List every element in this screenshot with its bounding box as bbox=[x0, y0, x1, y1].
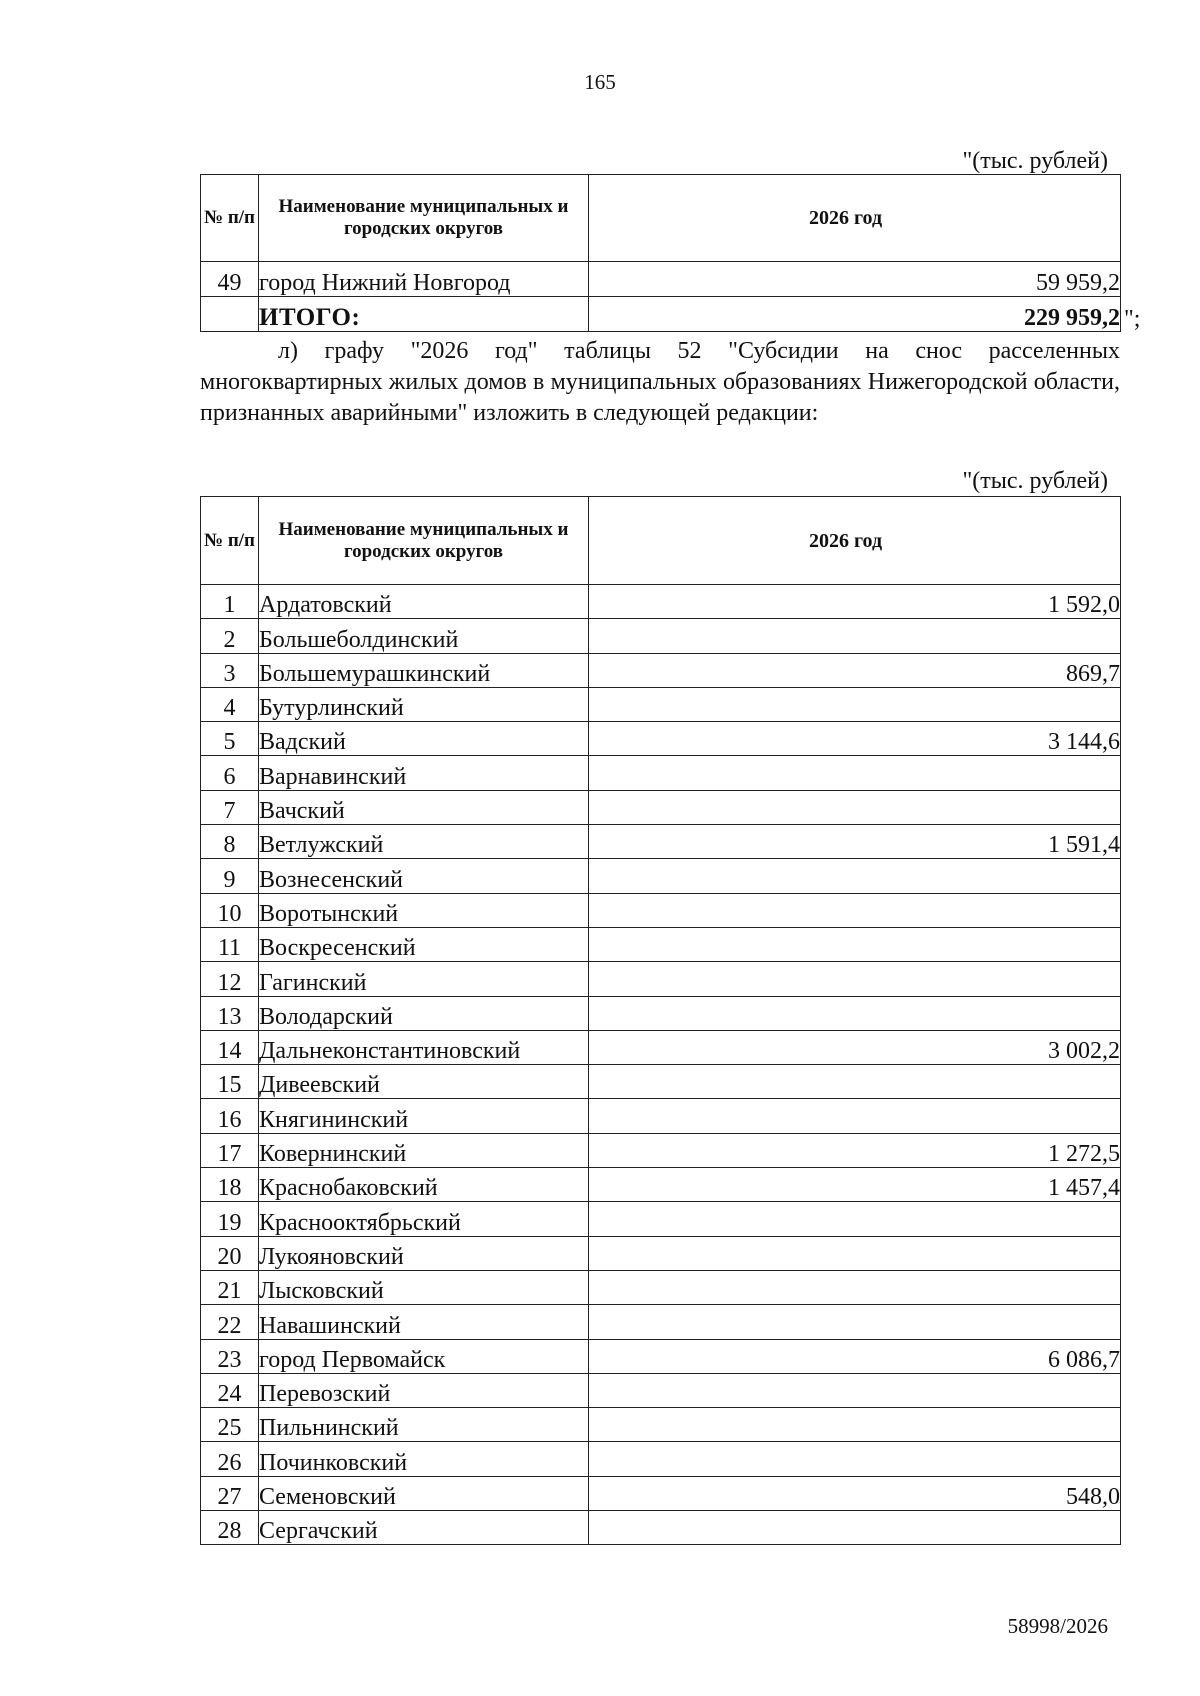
municipality-name: Варнавинский bbox=[259, 756, 589, 790]
total-label: ИТОГО: bbox=[259, 297, 589, 332]
table-row bbox=[201, 859, 1121, 893]
municipality-name: Ардатовский bbox=[259, 585, 589, 619]
table-row bbox=[201, 825, 1121, 859]
table-row bbox=[201, 1442, 1121, 1476]
municipality-name: Навашинский bbox=[259, 1305, 589, 1339]
municipality-name: Дальнеконстантиновский bbox=[259, 1030, 589, 1064]
table-row bbox=[201, 1373, 1121, 1407]
row-number: 21 bbox=[201, 1270, 259, 1304]
row-number: 6 bbox=[201, 756, 259, 790]
subsidy-table-continued bbox=[200, 174, 1121, 332]
row-number: 9 bbox=[201, 859, 259, 893]
subsidy-amount bbox=[589, 687, 1121, 721]
table-row bbox=[201, 1030, 1121, 1064]
table-2-unit-note: "(тыс. рублей) bbox=[962, 468, 1108, 494]
municipality-name: Ковернинский bbox=[259, 1133, 589, 1167]
table-header-row bbox=[201, 497, 1121, 585]
table-row bbox=[201, 1236, 1121, 1270]
subsidy-amount: 1 457,4 bbox=[589, 1168, 1121, 1202]
row-number: 13 bbox=[201, 996, 259, 1030]
table-body bbox=[201, 585, 1121, 1545]
row-number: 20 bbox=[201, 1236, 259, 1270]
table-row bbox=[201, 653, 1121, 687]
municipality-name: Семеновский bbox=[259, 1476, 589, 1510]
municipality-name: Ветлужский bbox=[259, 825, 589, 859]
table-row bbox=[201, 722, 1121, 756]
subsidy-amount bbox=[589, 790, 1121, 824]
table-row bbox=[201, 1270, 1121, 1304]
row-number: 16 bbox=[201, 1099, 259, 1133]
table-header-row bbox=[201, 175, 1121, 262]
row-number: 11 bbox=[201, 927, 259, 961]
total-number-cell bbox=[201, 297, 259, 332]
subsidy-amount: 548,0 bbox=[589, 1476, 1121, 1510]
table-row bbox=[201, 1305, 1121, 1339]
table-row bbox=[201, 1168, 1121, 1202]
table-row bbox=[201, 1099, 1121, 1133]
municipality-name: Большеболдинский bbox=[259, 619, 589, 653]
table-body bbox=[201, 262, 1121, 297]
table-row bbox=[201, 1511, 1121, 1545]
row-number: 27 bbox=[201, 1476, 259, 1510]
table-1-unit-note: "(тыс. рублей) bbox=[962, 148, 1108, 174]
row-number: 18 bbox=[201, 1168, 259, 1202]
table-row bbox=[201, 262, 1121, 297]
municipality-name: Воротынский bbox=[259, 893, 589, 927]
table-row bbox=[201, 893, 1121, 927]
municipality-name: Вадский bbox=[259, 722, 589, 756]
subsidy-amount: 869,7 bbox=[589, 653, 1121, 687]
table-row bbox=[201, 1065, 1121, 1099]
table-row bbox=[201, 1133, 1121, 1167]
municipality-name: Краснобаковский bbox=[259, 1168, 589, 1202]
amendment-paragraph: л) графу "2026 год" таблицы 52 "Субсидии на снос расселенных многоквартирных жилых домов в муниципальных образованиях Нижегородской области, признанных аварийными" изложить в следующей редакции: bbox=[200, 338, 1120, 426]
municipality-name: Вачский bbox=[259, 790, 589, 824]
row-number: 1 bbox=[201, 585, 259, 619]
table-row bbox=[201, 756, 1121, 790]
subsidy-amount bbox=[589, 962, 1121, 996]
header-number: № п/п bbox=[201, 175, 259, 262]
table-row bbox=[201, 585, 1121, 619]
subsidy-amount: 1 592,0 bbox=[589, 585, 1121, 619]
subsidy-amount bbox=[589, 893, 1121, 927]
page-number: 165 bbox=[584, 70, 616, 94]
subsidy-amount bbox=[589, 756, 1121, 790]
subsidy-amount bbox=[589, 619, 1121, 653]
closing-quote-mark: "; bbox=[1124, 306, 1141, 332]
header-year: 2026 год bbox=[589, 175, 1121, 262]
row-number: 15 bbox=[201, 1065, 259, 1099]
subsidy-amount bbox=[589, 1270, 1121, 1304]
table-row bbox=[201, 687, 1121, 721]
subsidy-amount bbox=[589, 1065, 1121, 1099]
municipality-name: город Нижний Новгород bbox=[259, 262, 589, 297]
row-number: 28 bbox=[201, 1511, 259, 1545]
subsidy-amount: 59 959,2 bbox=[589, 262, 1121, 297]
row-number: 2 bbox=[201, 619, 259, 653]
municipality-name: Дивеевский bbox=[259, 1065, 589, 1099]
header-municipality: Наименование муниципальных и городских округов bbox=[259, 497, 589, 585]
municipality-name: Пильнинский bbox=[259, 1408, 589, 1442]
table-row bbox=[201, 790, 1121, 824]
municipality-name: Володарский bbox=[259, 996, 589, 1030]
subsidy-amount bbox=[589, 1099, 1121, 1133]
table-row bbox=[201, 1202, 1121, 1236]
header-municipality: Наименование муниципальных и городских округов bbox=[259, 175, 589, 262]
subsidy-amount: 6 086,7 bbox=[589, 1339, 1121, 1373]
subsidy-amount bbox=[589, 996, 1121, 1030]
row-number: 25 bbox=[201, 1408, 259, 1442]
row-number: 23 bbox=[201, 1339, 259, 1373]
table-row bbox=[201, 1476, 1121, 1510]
row-number: 10 bbox=[201, 893, 259, 927]
row-number: 49 bbox=[201, 262, 259, 297]
row-number: 24 bbox=[201, 1373, 259, 1407]
municipality-name: Воскресенский bbox=[259, 927, 589, 961]
municipality-name: город Первомайск bbox=[259, 1339, 589, 1373]
municipality-name: Большемурашкинский bbox=[259, 653, 589, 687]
row-number: 22 bbox=[201, 1305, 259, 1339]
municipality-name: Вознесенский bbox=[259, 859, 589, 893]
table-row bbox=[201, 962, 1121, 996]
total-value: 229 959,2 bbox=[589, 297, 1121, 332]
document-number: 58998/2026 bbox=[1007, 1614, 1108, 1638]
municipality-name: Лысковский bbox=[259, 1270, 589, 1304]
row-number: 3 bbox=[201, 653, 259, 687]
total-row bbox=[201, 297, 1121, 332]
row-number: 26 bbox=[201, 1442, 259, 1476]
header-number: № п/п bbox=[201, 497, 259, 585]
subsidy-amount: 3 144,6 bbox=[589, 722, 1121, 756]
subsidy-amount: 3 002,2 bbox=[589, 1030, 1121, 1064]
municipality-name: Починковский bbox=[259, 1442, 589, 1476]
row-number: 17 bbox=[201, 1133, 259, 1167]
table-row bbox=[201, 1408, 1121, 1442]
row-number: 14 bbox=[201, 1030, 259, 1064]
subsidy-amount bbox=[589, 1373, 1121, 1407]
header-year: 2026 год bbox=[589, 497, 1121, 585]
subsidy-amount bbox=[589, 927, 1121, 961]
municipality-name: Краснооктябрьский bbox=[259, 1202, 589, 1236]
municipality-name: Княгининский bbox=[259, 1099, 589, 1133]
row-number: 19 bbox=[201, 1202, 259, 1236]
subsidy-amount: 1 591,4 bbox=[589, 825, 1121, 859]
municipality-name: Перевозский bbox=[259, 1373, 589, 1407]
row-number: 5 bbox=[201, 722, 259, 756]
table-row bbox=[201, 1339, 1121, 1373]
subsidy-amount bbox=[589, 1202, 1121, 1236]
subsidy-amount bbox=[589, 1511, 1121, 1545]
row-number: 12 bbox=[201, 962, 259, 996]
table-row bbox=[201, 927, 1121, 961]
subsidy-amount bbox=[589, 859, 1121, 893]
subsidy-amount bbox=[589, 1236, 1121, 1270]
table-row bbox=[201, 996, 1121, 1030]
municipality-name: Сергачский bbox=[259, 1511, 589, 1545]
row-number: 7 bbox=[201, 790, 259, 824]
subsidy-amount: 1 272,5 bbox=[589, 1133, 1121, 1167]
subsidy-amount bbox=[589, 1408, 1121, 1442]
subsidy-amount bbox=[589, 1305, 1121, 1339]
row-number: 8 bbox=[201, 825, 259, 859]
demolition-subsidy-table bbox=[200, 496, 1121, 1545]
municipality-name: Лукояновский bbox=[259, 1236, 589, 1270]
row-number: 4 bbox=[201, 687, 259, 721]
table-row bbox=[201, 619, 1121, 653]
municipality-name: Гагинский bbox=[259, 962, 589, 996]
subsidy-amount bbox=[589, 1442, 1121, 1476]
municipality-name: Бутурлинский bbox=[259, 687, 589, 721]
